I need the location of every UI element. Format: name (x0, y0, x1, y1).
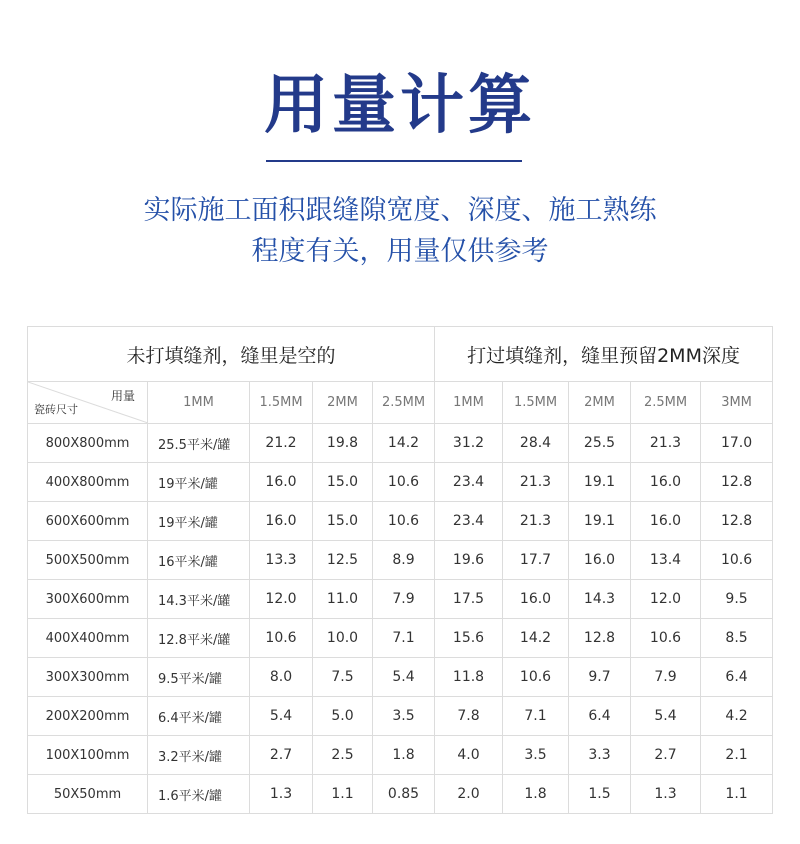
usage-cell-prefilled: 23.4 (435, 463, 503, 502)
usage-cell-unfilled: 13.3 (250, 541, 313, 580)
usage-cell-unfilled: 9.5平米/罐 (148, 658, 250, 697)
corner-header (28, 382, 148, 424)
usage-cell-prefilled: 10.6 (701, 541, 773, 580)
usage-cell-prefilled: 2.1 (701, 736, 773, 775)
usage-cell-prefilled: 17.5 (435, 580, 503, 619)
usage-cell-unfilled: 8.9 (373, 541, 435, 580)
usage-cell-prefilled: 12.0 (631, 580, 701, 619)
usage-cell-unfilled: 5.0 (313, 697, 373, 736)
usage-cell-prefilled: 19.6 (435, 541, 503, 580)
page-title: 用量计算 (264, 69, 536, 143)
usage-cell-unfilled: 19平米/罐 (148, 502, 250, 541)
usage-cell-unfilled: 21.2 (250, 424, 313, 463)
usage-cell-prefilled: 17.7 (503, 541, 569, 580)
subtitle-line-1: 实际施工面积跟缝隙宽度、深度、施工熟练 (143, 195, 657, 226)
usage-cell-unfilled: 19.8 (313, 424, 373, 463)
usage-cell-prefilled: 9.7 (569, 658, 631, 697)
usage-cell-unfilled: 3.2平米/罐 (148, 736, 250, 775)
depth-header-prefilled: 2.5MM (631, 382, 701, 424)
usage-cell-unfilled: 14.3平米/罐 (148, 580, 250, 619)
usage-cell-prefilled: 11.8 (435, 658, 503, 697)
usage-cell-unfilled: 1.1 (313, 775, 373, 814)
usage-cell-prefilled: 1.1 (701, 775, 773, 814)
usage-cell-prefilled: 14.3 (569, 580, 631, 619)
tile-size-cell: 600X600mm (28, 502, 148, 541)
usage-cell-unfilled: 5.4 (373, 658, 435, 697)
corner-label-tile-size: 瓷砖尺寸 (34, 403, 78, 416)
usage-cell-prefilled: 25.5 (569, 424, 631, 463)
usage-cell-prefilled: 2.0 (435, 775, 503, 814)
usage-cell-prefilled: 15.6 (435, 619, 503, 658)
usage-cell-unfilled: 7.5 (313, 658, 373, 697)
usage-cell-unfilled: 5.4 (250, 697, 313, 736)
table-row (28, 502, 773, 541)
tile-size-cell: 100X100mm (28, 736, 148, 775)
usage-cell-prefilled: 12.8 (569, 619, 631, 658)
table-row (28, 541, 773, 580)
table-row (28, 619, 773, 658)
usage-cell-prefilled: 16.0 (631, 502, 701, 541)
usage-cell-unfilled: 12.5 (313, 541, 373, 580)
depth-header-prefilled: 3MM (701, 382, 773, 424)
title-underline (266, 160, 522, 162)
subtitle (0, 190, 800, 272)
usage-cell-unfilled: 1.6平米/罐 (148, 775, 250, 814)
usage-cell-unfilled: 16.0 (250, 463, 313, 502)
usage-cell-prefilled: 7.8 (435, 697, 503, 736)
subtitle-line-2: 程度有关，用量仅供参考 (251, 236, 549, 267)
usage-cell-prefilled: 7.1 (503, 697, 569, 736)
depth-header-unfilled: 2.5MM (373, 382, 435, 424)
usage-cell-prefilled: 21.3 (631, 424, 701, 463)
group-header-prefilled: 打过填缝剂，缝里预留2MM深度 (435, 327, 773, 382)
tile-size-cell: 400X800mm (28, 463, 148, 502)
usage-cell-prefilled: 16.0 (503, 580, 569, 619)
depth-header-unfilled: 2MM (313, 382, 373, 424)
usage-cell-unfilled: 25.5平米/罐 (148, 424, 250, 463)
depth-header-unfilled: 1.5MM (250, 382, 313, 424)
table-row (28, 580, 773, 619)
usage-cell-prefilled: 4.2 (701, 697, 773, 736)
usage-cell-unfilled: 7.9 (373, 580, 435, 619)
usage-cell-prefilled: 5.4 (631, 697, 701, 736)
usage-cell-unfilled: 7.1 (373, 619, 435, 658)
usage-cell-prefilled: 19.1 (569, 463, 631, 502)
corner-label-usage: 用量 (110, 389, 135, 403)
depth-header-prefilled: 1.5MM (503, 382, 569, 424)
usage-cell-prefilled: 12.8 (701, 463, 773, 502)
usage-table (27, 326, 773, 814)
usage-cell-unfilled: 19平米/罐 (148, 463, 250, 502)
usage-cell-unfilled: 12.8平米/罐 (148, 619, 250, 658)
usage-cell-unfilled: 1.8 (373, 736, 435, 775)
table-row (28, 697, 773, 736)
usage-cell-unfilled: 10.6 (373, 502, 435, 541)
usage-cell-unfilled: 1.3 (250, 775, 313, 814)
usage-cell-prefilled: 19.1 (569, 502, 631, 541)
usage-cell-prefilled: 3.3 (569, 736, 631, 775)
usage-cell-prefilled: 16.0 (569, 541, 631, 580)
tile-size-cell: 400X400mm (28, 619, 148, 658)
usage-cell-prefilled: 31.2 (435, 424, 503, 463)
usage-cell-prefilled: 3.5 (503, 736, 569, 775)
usage-cell-prefilled: 21.3 (503, 502, 569, 541)
usage-cell-unfilled: 8.0 (250, 658, 313, 697)
usage-cell-prefilled: 1.5 (569, 775, 631, 814)
usage-cell-prefilled: 1.3 (631, 775, 701, 814)
usage-cell-prefilled: 7.9 (631, 658, 701, 697)
usage-cell-prefilled: 4.0 (435, 736, 503, 775)
usage-cell-prefilled: 9.5 (701, 580, 773, 619)
usage-cell-prefilled: 1.8 (503, 775, 569, 814)
usage-cell-prefilled: 16.0 (631, 463, 701, 502)
usage-cell-prefilled: 10.6 (503, 658, 569, 697)
tile-size-cell: 800X800mm (28, 424, 148, 463)
usage-cell-prefilled: 17.0 (701, 424, 773, 463)
tile-size-cell: 300X300mm (28, 658, 148, 697)
usage-cell-prefilled: 2.7 (631, 736, 701, 775)
table-row (28, 424, 773, 463)
usage-cell-prefilled: 23.4 (435, 502, 503, 541)
group-header-unfilled: 未打填缝剂，缝里是空的 (28, 327, 435, 382)
usage-cell-prefilled: 6.4 (701, 658, 773, 697)
usage-cell-unfilled: 10.6 (373, 463, 435, 502)
usage-cell-prefilled: 8.5 (701, 619, 773, 658)
usage-cell-unfilled: 14.2 (373, 424, 435, 463)
table-row (28, 736, 773, 775)
depth-header-prefilled: 2MM (569, 382, 631, 424)
depth-header-prefilled: 1MM (435, 382, 503, 424)
usage-cell-unfilled: 6.4平米/罐 (148, 697, 250, 736)
usage-cell-unfilled: 0.85 (373, 775, 435, 814)
tile-size-cell: 500X500mm (28, 541, 148, 580)
depth-header-unfilled: 1MM (148, 382, 250, 424)
usage-cell-prefilled: 21.3 (503, 463, 569, 502)
usage-cell-unfilled: 16平米/罐 (148, 541, 250, 580)
usage-cell-unfilled: 16.0 (250, 502, 313, 541)
usage-cell-unfilled: 15.0 (313, 502, 373, 541)
usage-cell-unfilled: 12.0 (250, 580, 313, 619)
usage-cell-unfilled: 15.0 (313, 463, 373, 502)
usage-cell-unfilled: 11.0 (313, 580, 373, 619)
usage-cell-prefilled: 10.6 (631, 619, 701, 658)
usage-cell-prefilled: 14.2 (503, 619, 569, 658)
usage-cell-prefilled: 6.4 (569, 697, 631, 736)
table-row (28, 463, 773, 502)
table-row (28, 658, 773, 697)
usage-cell-unfilled: 2.7 (250, 736, 313, 775)
usage-cell-unfilled: 3.5 (373, 697, 435, 736)
usage-cell-unfilled: 2.5 (313, 736, 373, 775)
tile-size-cell: 300X600mm (28, 580, 148, 619)
usage-cell-unfilled: 10.0 (313, 619, 373, 658)
tile-size-cell: 200X200mm (28, 697, 148, 736)
usage-cell-prefilled: 12.8 (701, 502, 773, 541)
usage-cell-prefilled: 28.4 (503, 424, 569, 463)
tile-size-cell: 50X50mm (28, 775, 148, 814)
table-row (28, 775, 773, 814)
usage-cell-unfilled: 10.6 (250, 619, 313, 658)
usage-cell-prefilled: 13.4 (631, 541, 701, 580)
